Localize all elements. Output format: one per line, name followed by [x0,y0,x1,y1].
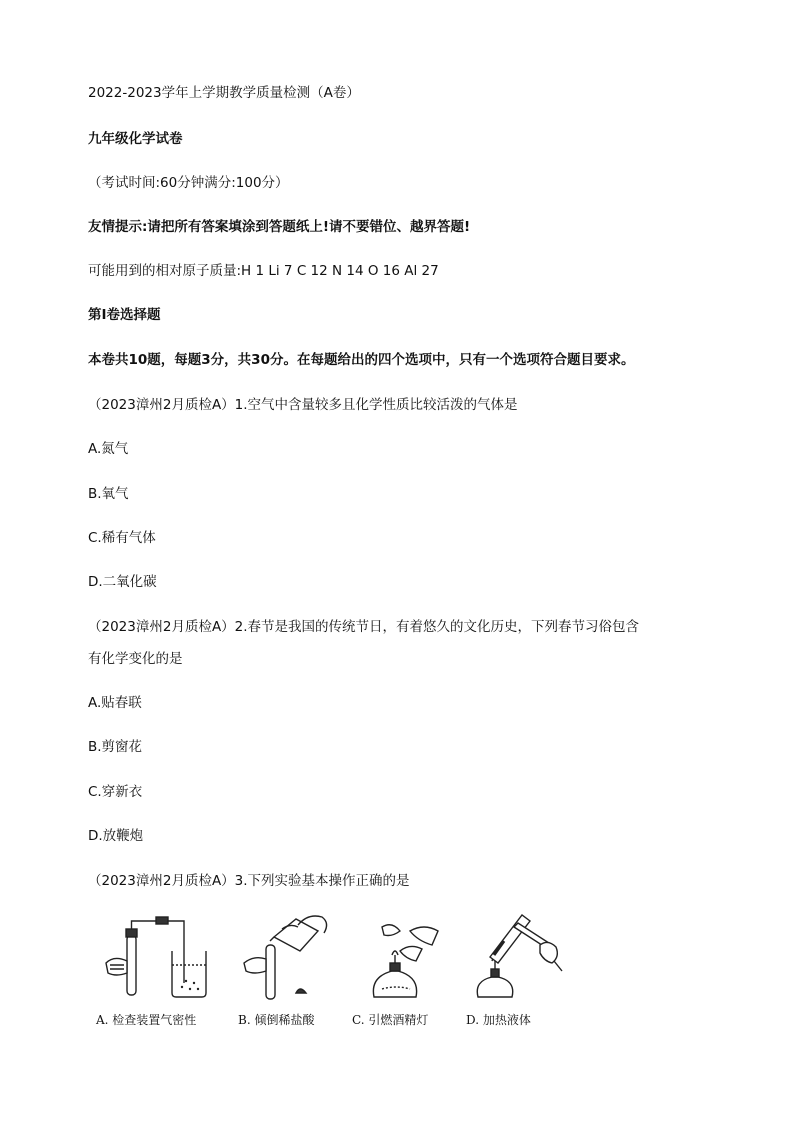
figure-b [238,905,358,1035]
question-1-option-a: A.氮气 [88,441,129,457]
figure-d-caption: D. 加热液体 [466,1013,531,1027]
section-title: 第Ⅰ卷选择题 [88,307,161,323]
figure-a-caption: A. 检查装置气密性 [96,1013,197,1027]
atomic-masses: 可能用到的相对原子质量:H 1 Li 7 C 12 N 14 O 16 Al 27 [88,263,439,279]
figure-a [96,905,216,1035]
question-1-option-c: C.稀有气体 [88,530,156,546]
exam-info: （考试时间:60分钟满分:100分） [88,175,289,191]
pouring-liquid-icon [238,905,358,1005]
paper-title: 九年级化学试卷 [88,131,183,147]
figure-d [466,905,586,1035]
question-2-option-c: C.穿新衣 [88,784,143,800]
alcohol-lamp-icon [352,905,472,1005]
question-2-stem-line1: （2023漳州2月质检A）2.春节是我国的传统节日，有着悠久的文化历史，下列春节习俗包含 [88,619,640,635]
question-1-option-b: B.氧气 [88,486,129,502]
reminder: 友情提示:请把所有答案填涂到答题纸上!请不要错位、越界答题! [88,219,471,235]
figure-b-caption: B. 倾倒稀盐酸 [238,1013,315,1027]
figure-c [352,905,472,1035]
airtightness-apparatus-icon [96,905,216,1005]
question-3-stem: （2023漳州2月质检A）3.下列实验基本操作正确的是 [88,873,410,889]
exam-title: 2022-2023学年上学期教学质量检测（A卷） [88,85,360,101]
question-1-option-d: D.二氧化碳 [88,574,157,590]
heating-test-tube-icon [466,905,586,1005]
figure-c-caption: C. 引燃酒精灯 [352,1013,429,1027]
section-instructions: 本卷共10题，每题3分，共30分。在每题给出的四个选项中，只有一个选项符合题目要求。 [88,352,635,368]
question-2-option-a: A.贴春联 [88,695,142,711]
question-3-figures [96,905,566,1035]
question-2-option-b: B.剪窗花 [88,739,143,755]
question-1-stem: （2023漳州2月质检A）1.空气中含量较多且化学性质比较活泼的气体是 [88,397,518,413]
question-2-stem-line2: 有化学变化的是 [88,651,183,667]
question-2-option-d: D.放鞭炮 [88,828,144,844]
